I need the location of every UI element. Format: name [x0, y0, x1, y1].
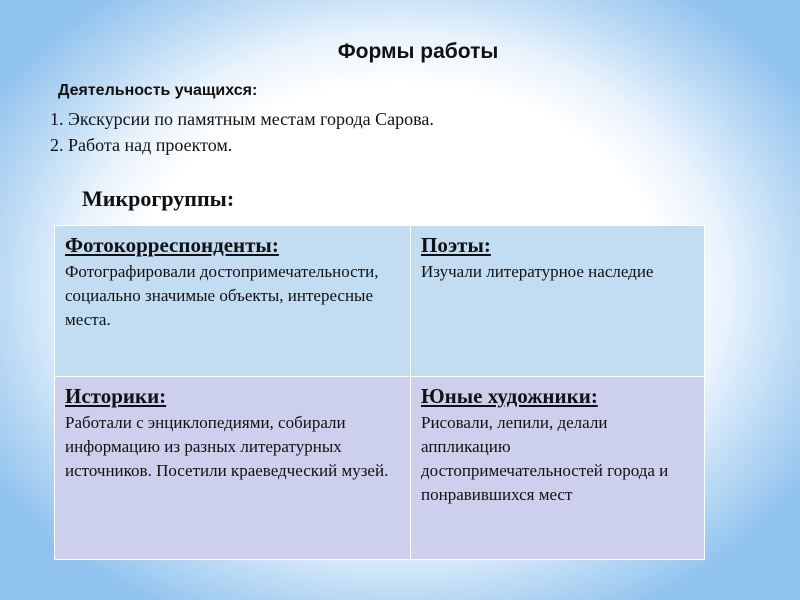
cell-text: Фотографировали достопримечательности, социально значимые объекты, интересные места.: [65, 262, 379, 329]
cell-young-artists: [411, 377, 705, 560]
cell-text: Работали с энциклопедиями, собирали информацию из разных литературных источников. Посетили краеведческий музей.: [65, 413, 389, 480]
table-row: [55, 226, 705, 377]
cell-text: Изучали литературное наследие: [421, 262, 654, 281]
table-row: [55, 377, 705, 560]
cell-text: Рисовали, лепили, делали аппликацию достопримечательностей города и понравившихся мест: [421, 413, 669, 504]
cell-title: Юные художники:: [421, 384, 598, 408]
activity-heading: Деятельность учащихся:: [58, 82, 258, 99]
slide-title: Формы работы: [337, 40, 499, 63]
activity-list: [50, 106, 434, 158]
activity-item: 1. Экскурсии по памятным местам города Сарова.: [50, 109, 434, 129]
cell-poets: [411, 226, 705, 377]
microgroups-heading: Микрогруппы:: [82, 186, 235, 211]
microgroups-table: [54, 225, 705, 560]
cell-title: Историки:: [65, 384, 167, 408]
cell-photo-correspondents: [55, 226, 411, 377]
cell-title: Поэты:: [421, 233, 491, 257]
activity-item: 2. Работа над проектом.: [50, 135, 233, 155]
cell-title: Фотокорреспонденты:: [65, 233, 279, 257]
cell-historians: [55, 377, 411, 560]
